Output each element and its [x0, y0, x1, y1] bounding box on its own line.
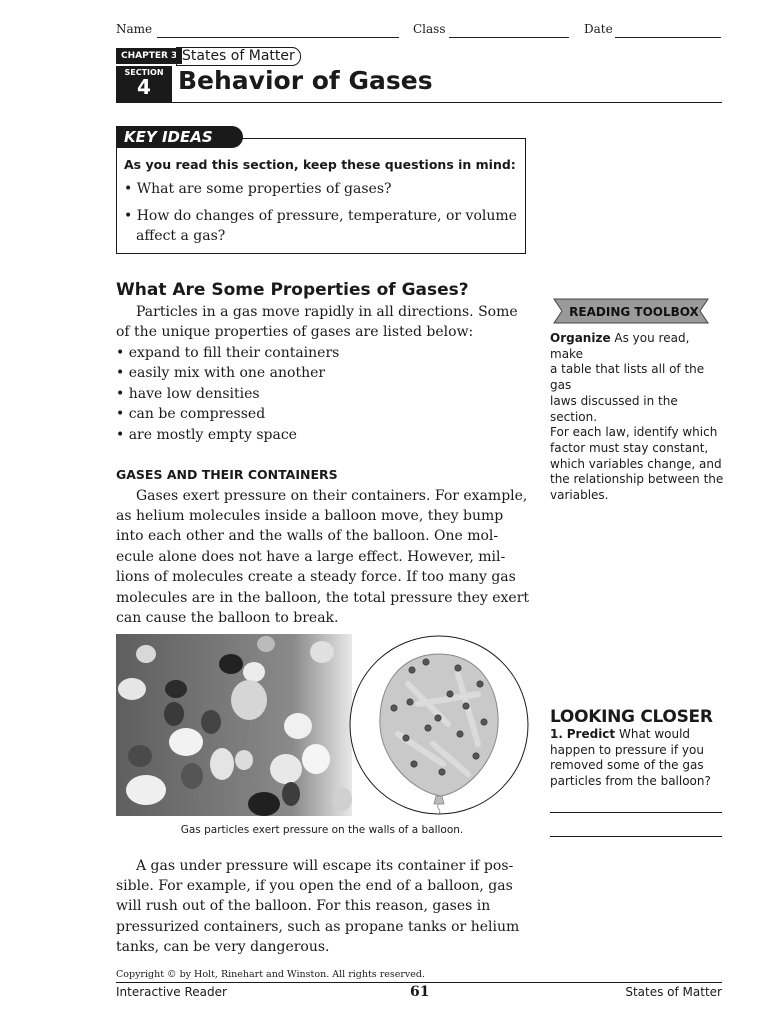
- footer-book-title: Interactive Reader: [116, 985, 227, 999]
- paragraph-line: tanks, can be very dangerous.: [116, 939, 330, 955]
- paragraph-line: pressurized containers, such as propane tanks or helium: [116, 919, 520, 935]
- paragraph-line: molecules are in the balloon, the total pressure they exert: [116, 590, 530, 606]
- list-item: • are mostly empty space: [116, 426, 297, 443]
- paragraph-line: Gases exert pressure on their containers. For example,: [136, 488, 528, 504]
- section-heading: What Are Some Properties of Gases?: [116, 280, 469, 300]
- balloon-diagram: [348, 634, 530, 816]
- subheading: GASES AND THEIR CONTAINERS: [116, 467, 338, 482]
- list-item: • can be compressed: [116, 406, 266, 423]
- date-field-line[interactable]: [615, 37, 721, 38]
- toolbox-line: laws discussed in the section.: [550, 393, 678, 424]
- page-number: 61: [410, 984, 430, 1000]
- toolbox-line: the relationship between the: [550, 472, 724, 487]
- question-line: removed some of the gas: [550, 758, 704, 773]
- looking-closer-title: LOOKING CLOSER: [550, 707, 713, 727]
- paragraph-line: A gas under pressure will escape its container if pos-: [136, 858, 514, 874]
- paragraph-line: into each other and the walls of the balloon. One mol-: [116, 528, 499, 544]
- reading-toolbox-banner: [552, 296, 710, 326]
- key-ideas-tab: KEY IDEAS: [116, 126, 243, 148]
- answer-line[interactable]: [550, 812, 722, 813]
- name-field-line[interactable]: [157, 37, 399, 38]
- balloons-photo: [116, 634, 352, 816]
- chapter-tag: CHAPTER 3: [116, 48, 182, 64]
- toolbox-line: which variables change, and: [550, 456, 722, 471]
- name-label: Name: [116, 22, 153, 36]
- intro-line: of the unique properties of gases are listed below:: [116, 324, 474, 340]
- toolbox-line: As you read, make: [550, 331, 690, 361]
- toolbox-line: a table that lists all of the gas: [550, 362, 705, 393]
- question-lead: Predict: [566, 727, 616, 741]
- toolbox-text: [550, 331, 724, 504]
- footer-chapter-title: States of Matter: [625, 985, 722, 999]
- answer-line[interactable]: [550, 836, 722, 837]
- toolbox-lead: Organize: [550, 331, 611, 345]
- key-idea-item: • What are some properties of gases?: [124, 181, 392, 197]
- paragraph-line: sible. For example, if you open the end of a balloon, gas: [116, 878, 513, 894]
- chapter-name: States of Matter: [176, 47, 301, 66]
- section-number: 4: [137, 75, 151, 99]
- key-ideas-intro: As you read this section, keep these questions in mind:: [124, 157, 516, 172]
- class-field-line[interactable]: [449, 37, 569, 38]
- paragraph-line: ecule alone does not have a large effect. However, mil-: [116, 549, 506, 565]
- footer-divider: [116, 982, 722, 983]
- key-idea-item: • How do changes of pressure, temperature, or volume: [124, 208, 517, 224]
- date-label: Date: [584, 22, 613, 36]
- question-number: 1.: [550, 727, 563, 741]
- toolbox-title: READING TOOLBOX: [569, 305, 699, 319]
- intro-line: Particles in a gas move rapidly in all directions. Some: [136, 304, 518, 320]
- class-label: Class: [413, 22, 446, 36]
- toolbox-line: variables.: [550, 488, 609, 503]
- copyright: Copyright © by Holt, Rinehart and Winston. All rights reserved.: [116, 969, 425, 980]
- key-idea-item-continued: affect a gas?: [136, 228, 226, 244]
- section-label: SECTION: [124, 68, 164, 77]
- paragraph-line: will rush out of the balloon. For this reason, gases in: [116, 898, 491, 914]
- paragraph-line: can cause the balloon to break.: [116, 610, 339, 626]
- question-line: What would: [615, 727, 691, 741]
- question-line: particles from the balloon?: [550, 774, 711, 789]
- properties-list: [116, 343, 339, 445]
- toolbox-line: For each law, identify which: [550, 425, 718, 440]
- title-divider: [116, 102, 722, 103]
- list-item: • expand to fill their containers: [116, 345, 340, 361]
- question-line: happen to pressure if you: [550, 742, 704, 757]
- list-item: • have low densities: [116, 385, 260, 402]
- question-text: [550, 727, 722, 790]
- toolbox-line: factor must stay constant,: [550, 440, 709, 455]
- page-title: Behavior of Gases: [178, 66, 433, 95]
- figure-caption: Gas particles exert pressure on the walls of a balloon.: [180, 824, 464, 836]
- paragraph-line: lions of molecules create a steady force. If too many gas: [116, 569, 516, 585]
- paragraph-line: as helium molecules inside a balloon move, they bump: [116, 508, 504, 524]
- list-item: • easily mix with one another: [116, 365, 326, 382]
- section-badge: [116, 66, 172, 102]
